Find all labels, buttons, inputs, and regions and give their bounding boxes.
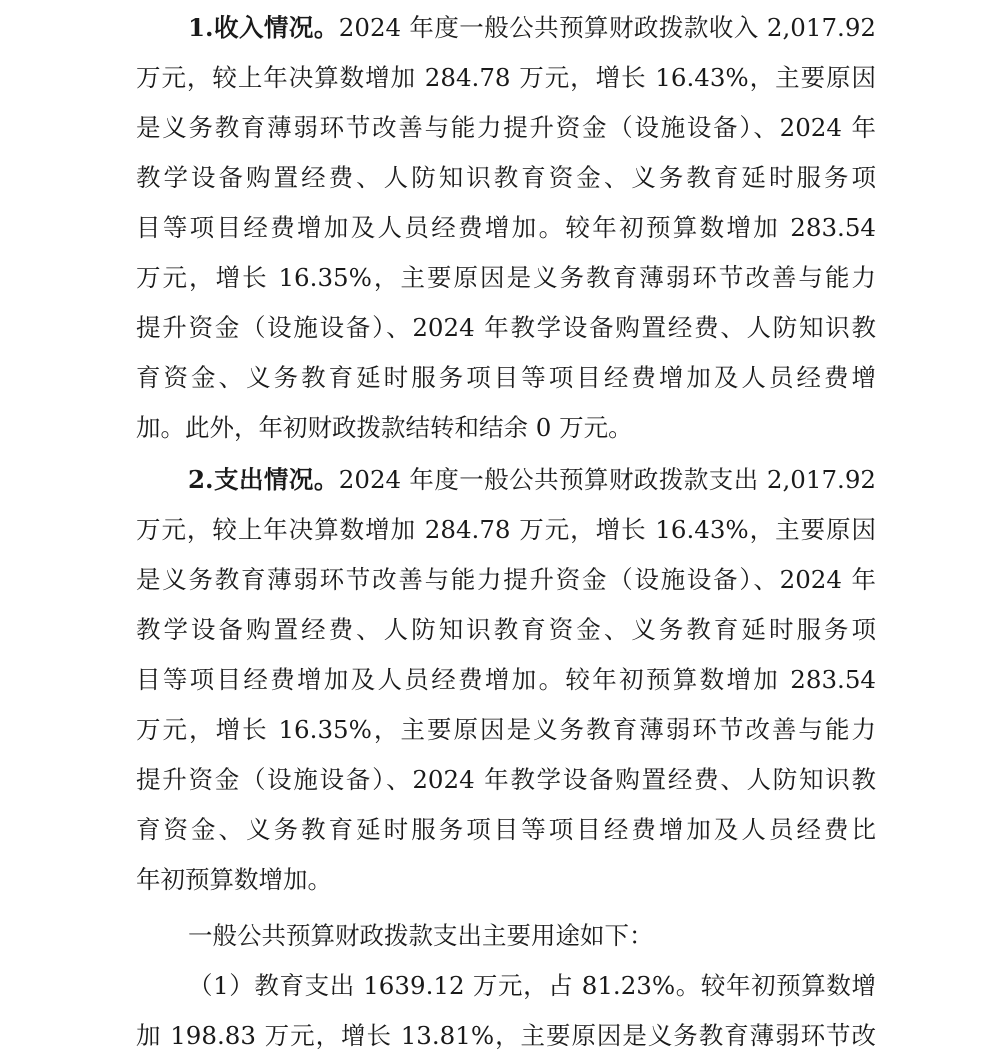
section-2-line-5: 目等项目经费增加及人员经费增加。较年初预算数增加 283.54: [136, 665, 876, 694]
section-1-heading: 1.收入情况。: [188, 13, 339, 42]
item-1-line-1: （1）教育支出 1639.12 万元，占 81.23%。较年初预算数增: [188, 971, 876, 1000]
section-2-line-6: 万元，增长 16.35%，主要原因是义务教育薄弱环节改善与能力: [136, 715, 876, 744]
section-1-first-line: [188, 3, 876, 53]
section-1-line-5: 目等项目经费增加及人员经费增加。较年初预算数增加 283.54: [136, 213, 876, 242]
section-1-line-8: 育资金、义务教育延时服务项目等项目经费增加及人员经费增: [136, 363, 876, 392]
section-1-line-3: 是义务教育薄弱环节改善与能力提升资金（设施设备）、2024 年: [136, 113, 876, 142]
section-2-line-9: 年初预算数增加。: [136, 865, 332, 894]
section-1-line-7: 提升资金（设施设备）、2024 年教学设备购置经费、人防知识教: [136, 313, 876, 342]
section-2-first-line: [188, 455, 876, 505]
usage-intro: 一般公共预算财政拨款支出主要用途如下：: [188, 921, 654, 950]
section-1-line-9: 加。此外，年初财政拨款结转和结余 0 万元。: [136, 413, 633, 442]
item-1-line-2: 加 198.83 万元，增长 13.81%，主要原因是义务教育薄弱环节改: [136, 1021, 876, 1050]
section-2-heading: 2.支出情况。: [188, 465, 339, 494]
section-2-line-1: 2024 年度一般公共预算财政拨款支出 2,017.92: [338, 465, 876, 494]
section-1-line-2: 万元，较上年决算数增加 284.78 万元，增长 16.43%，主要原因: [136, 63, 876, 92]
section-2-line-7: 提升资金（设施设备）、2024 年教学设备购置经费、人防知识教: [136, 765, 876, 794]
section-1-line-1: 2024 年度一般公共预算财政拨款收入 2,017.92: [338, 13, 876, 42]
section-1-line-6: 万元，增长 16.35%，主要原因是义务教育薄弱环节改善与能力: [136, 263, 876, 292]
section-2-line-8: 育资金、义务教育延时服务项目等项目经费增加及人员经费比: [136, 815, 876, 844]
section-2-line-2: 万元，较上年决算数增加 284.78 万元，增长 16.43%，主要原因: [136, 515, 876, 544]
section-1-line-4: 教学设备购置经费、人防知识教育资金、义务教育延时服务项: [136, 163, 876, 192]
section-2-line-4: 教学设备购置经费、人防知识教育资金、义务教育延时服务项: [136, 615, 876, 644]
section-2-line-3: 是义务教育薄弱环节改善与能力提升资金（设施设备）、2024 年: [136, 565, 876, 594]
